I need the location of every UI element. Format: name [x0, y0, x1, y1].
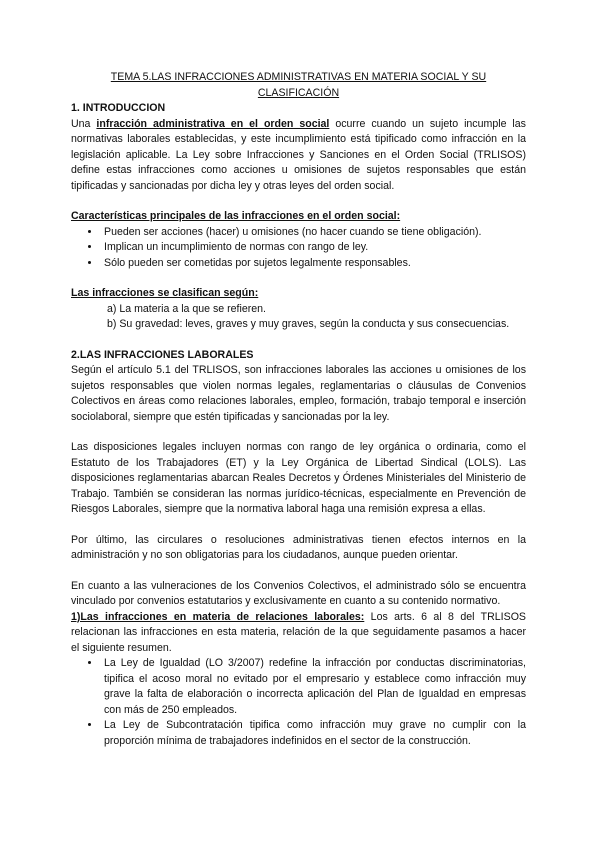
intro-post: ocurre cuando un sujeto incumple las normativas laborales establecidas, y este incumplimiento está tipificado como infracción en la legislación aplicable. La Ley sobre Infracciones y Sanciones en el Orden Social (TRLISOS) define estas infracciones como acciones u omisiones de sujetos responsables que están tipificadas y sancionadas por dicha ley y otras leyes del orden social. — [71, 117, 526, 192]
labor-paragraph-1: Según el artículo 5.1 del TRLISOS, son infracciones laborales las acciones u omisiones de los sujetos responsables que violen normas legales, reglamentarias o cláusulas de Convenios Colectivos en áreas como relaciones laborales, empleo, formación, trabajo temporal e inserción sociolaboral, siempre que estén tipificadas y sancionadas por la ley. — [71, 364, 526, 423]
classification-heading: Las infracciones se clasifican según: — [71, 287, 259, 299]
list-item: • Implican un incumplimiento de normas con rango de ley. — [101, 240, 526, 256]
labor-paragraph-4: En cuanto a las vulneraciones de los Convenios Colectivos, el administrado sólo se encuentra vinculado por convenios estatutarios y exclusivamente en cuanto a su contenido normativo. — [71, 579, 526, 607]
characteristics-list — [71, 225, 526, 272]
document-title: TEMA 5.LAS INFRACCIONES ADMINISTRATIVAS EN MATERIA SOCIAL Y SU CLASIFICACIÓN — [110, 71, 487, 99]
labor-paragraph-3: Por último, las circulares o resoluciones administrativas tienen efectos internos en la administración y no son obligatorias para los ciudadanos, aunque pueden orientar. — [71, 533, 526, 561]
section-2-heading: 2.LAS INFRACCIONES LABORALES — [71, 348, 254, 361]
list-item: • Sólo pueden ser cometidas por sujetos legalmente responsables. — [101, 256, 526, 272]
relations-text: Los arts. 6 al 8 del TRLISOS relacionan las infracciones en esta materia, relación de la que seguidamente pasamos a hacer el siguiente resumen. — [71, 610, 526, 654]
classification-item-b: b) Su gravedad: leves, graves y muy graves, según la conducta y sus consecuencias. — [107, 318, 510, 330]
list-item: • La Ley de Subcontratación tipifica como infracción muy grave no cumplir con la proporción mínima de trabajadores indefinidos en el sector de la construcción. — [101, 718, 526, 749]
list-item: • La Ley de Igualdad (LO 3/2007) redefine la infracción por conductas discriminatorias, tipifica el acoso moral no evitado por el empresario y establece como infracción muy grave la falta de elaboración o incorrecta aplicación del Plan de Igualdad en empresas con más de 250 empleados. — [101, 656, 526, 718]
intro-key-term: infracción administrativa en el orden social — [96, 117, 330, 130]
labor-paragraph-2: Las disposiciones legales incluyen normas con rango de ley orgánica o ordinaria, como el Estatuto de los Trabajadores (ET) y la Ley Orgánica de Libertad Sindical (LOLS). Las disposiciones reglamentarias abarcan Reales Decretos y Órdenes Ministeriales del Ministerio de Trabajo. También se consideran las normas jurídico-técnicas, especialmente en Prevención de Riesgos Laborales, siempre que la normativa laboral haga una remisión expresa a ellas. — [71, 441, 526, 515]
document-body — [71, 70, 526, 749]
relations-paragraph — [71, 610, 526, 657]
section-1-heading: 1. INTRODUCCION — [71, 102, 166, 114]
list-item: • Pueden ser acciones (hacer) u omisiones (no hacer cuando se tiene obligación). — [101, 225, 526, 241]
characteristics-heading: Características principales de las infracciones en el orden social: — [71, 210, 401, 222]
intro-pre: Una — [71, 117, 97, 130]
classification-item-a: a) La materia a la que se refieren. — [107, 302, 266, 315]
relations-label: 1)Las infracciones en materia de relaciones laborales: — [71, 610, 365, 623]
intro-paragraph — [71, 117, 526, 195]
relations-list — [71, 656, 526, 749]
